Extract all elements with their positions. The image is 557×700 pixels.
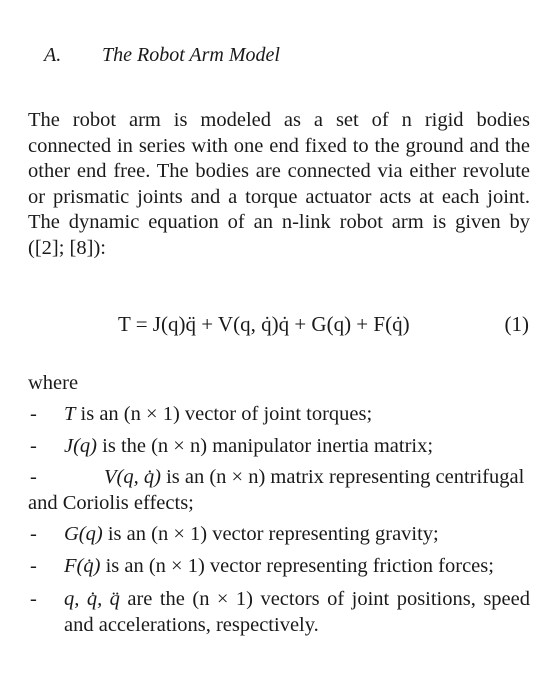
definition-text: is an (n × 1) vector of joint torques; [75, 403, 373, 425]
definition-text: is an (n × 1) vector representing friction forces; [100, 554, 494, 577]
definition-list [28, 402, 530, 644]
definition-symbol: T [64, 403, 76, 425]
definition-text: is an (n × n) matrix representing centrifugal [160, 466, 525, 488]
list-dash: - [30, 466, 37, 488]
definition-item [28, 522, 530, 548]
definition-item [28, 554, 530, 580]
section-number: A. [44, 44, 62, 66]
list-dash: - [30, 403, 37, 425]
list-dash: - [30, 588, 37, 610]
list-dash: - [30, 554, 37, 577]
equation-number: (1) [504, 312, 529, 336]
dynamic-equation: T = J(q)q̈ + V(q, q̇)q̇ + G(q) + F(q̇) [118, 312, 410, 336]
definition-text: is an (n × 1) vector representing gravity; [102, 523, 439, 545]
definition-item [28, 587, 530, 638]
where-label: where [28, 372, 79, 394]
definition-item [28, 434, 530, 460]
list-dash: - [30, 434, 37, 457]
definition-continuation: and Coriolis effects; [28, 491, 194, 514]
definition-symbol: q, q̇, q̈ [64, 588, 120, 610]
body-paragraph: The robot arm is modeled as a set of n rigid bodies connected in series with one end fixed to the ground and the other end free. The bodies are connected via either revolute or prismatic joints and a torque actuator acts at each joint. The dynamic equation of an n-link robot arm is given by ([2]; [8]): [28, 109, 530, 259]
definition-symbol: G(q) [64, 523, 103, 545]
list-dash: - [30, 523, 37, 545]
definition-item [28, 465, 530, 491]
section-heading [44, 44, 280, 67]
definition-item [28, 402, 530, 428]
definition-symbol: V(q, q̇) [104, 466, 161, 488]
definition-text: is the (n × n) manipulator inertia matrix; [97, 434, 434, 457]
section-title: The Robot Arm Model [102, 44, 280, 66]
definition-text: are the (n × 1) vectors of joint positions, speed and accelerations, respectively. [64, 588, 530, 636]
definition-symbol: J(q) [64, 434, 98, 457]
definition-symbol: F(q̇) [64, 554, 101, 577]
